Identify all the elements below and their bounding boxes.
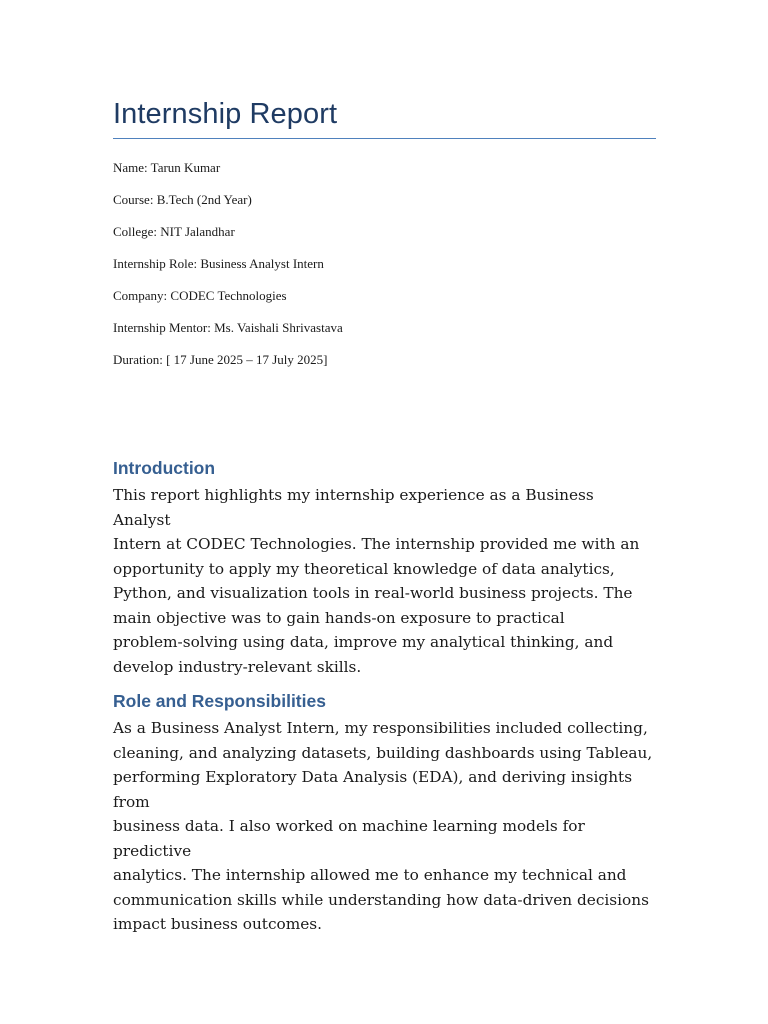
role-responsibilities-heading: Role and Responsibilities — [113, 691, 326, 711]
info-internship-role: Internship Role: Business Analyst Intern — [113, 256, 324, 271]
info-course: Course: B.Tech (2nd Year) — [113, 192, 252, 207]
paragraph-line: opportunity to apply my theoretical knowledge of data analytics, — [113, 559, 615, 578]
info-mentor: Internship Mentor: Ms. Vaishali Shrivastava — [113, 320, 343, 335]
paragraph-line: develop industry-relevant skills. — [113, 657, 362, 676]
paragraph-line: analytics. The internship allowed me to enhance my technical and — [113, 866, 627, 884]
paragraph-line: performing Exploratory Data Analysis (EDA), and deriving insights from — [113, 768, 633, 811]
paragraph-line: As a Business Analyst Intern, my responsibilities included collecting, — [113, 719, 648, 737]
paragraph-line: problem-solving using data, improve my analytical thinking, and — [113, 633, 614, 651]
introduction-paragraph — [113, 483, 656, 679]
role-responsibilities-paragraph — [113, 716, 656, 937]
paragraph-line: main objective was to gain hands-on exposure to practical — [113, 608, 565, 627]
document-title: Internship Report — [113, 98, 338, 130]
info-company: Company: CODEC Technologies — [113, 288, 287, 303]
paragraph-line: impact business outcomes. — [113, 915, 322, 933]
info-college: College: NIT Jalandhar — [113, 224, 235, 239]
paragraph-line: business data. I also worked on machine learning models for predictive — [113, 817, 585, 860]
paragraph-line: cleaning, and analyzing datasets, building dashboards using Tableau, — [113, 743, 653, 762]
paragraph-line: Intern at CODEC Technologies. The internship provided me with an — [113, 535, 640, 553]
paragraph-line: communication skills while understanding how data-driven decisions — [113, 890, 649, 909]
paragraph-line: Python, and visualization tools in real-world business projects. The — [113, 584, 633, 602]
title-underline-divider — [113, 138, 656, 139]
paragraph-line: This report highlights my internship experience as a Business Analyst — [113, 486, 594, 529]
student-info-list — [113, 157, 656, 381]
info-name: Name: Tarun Kumar — [113, 160, 221, 175]
introduction-heading: Introduction — [113, 458, 216, 478]
info-duration: Duration: [ 17 June 2025 – 17 July 2025] — [113, 352, 328, 367]
